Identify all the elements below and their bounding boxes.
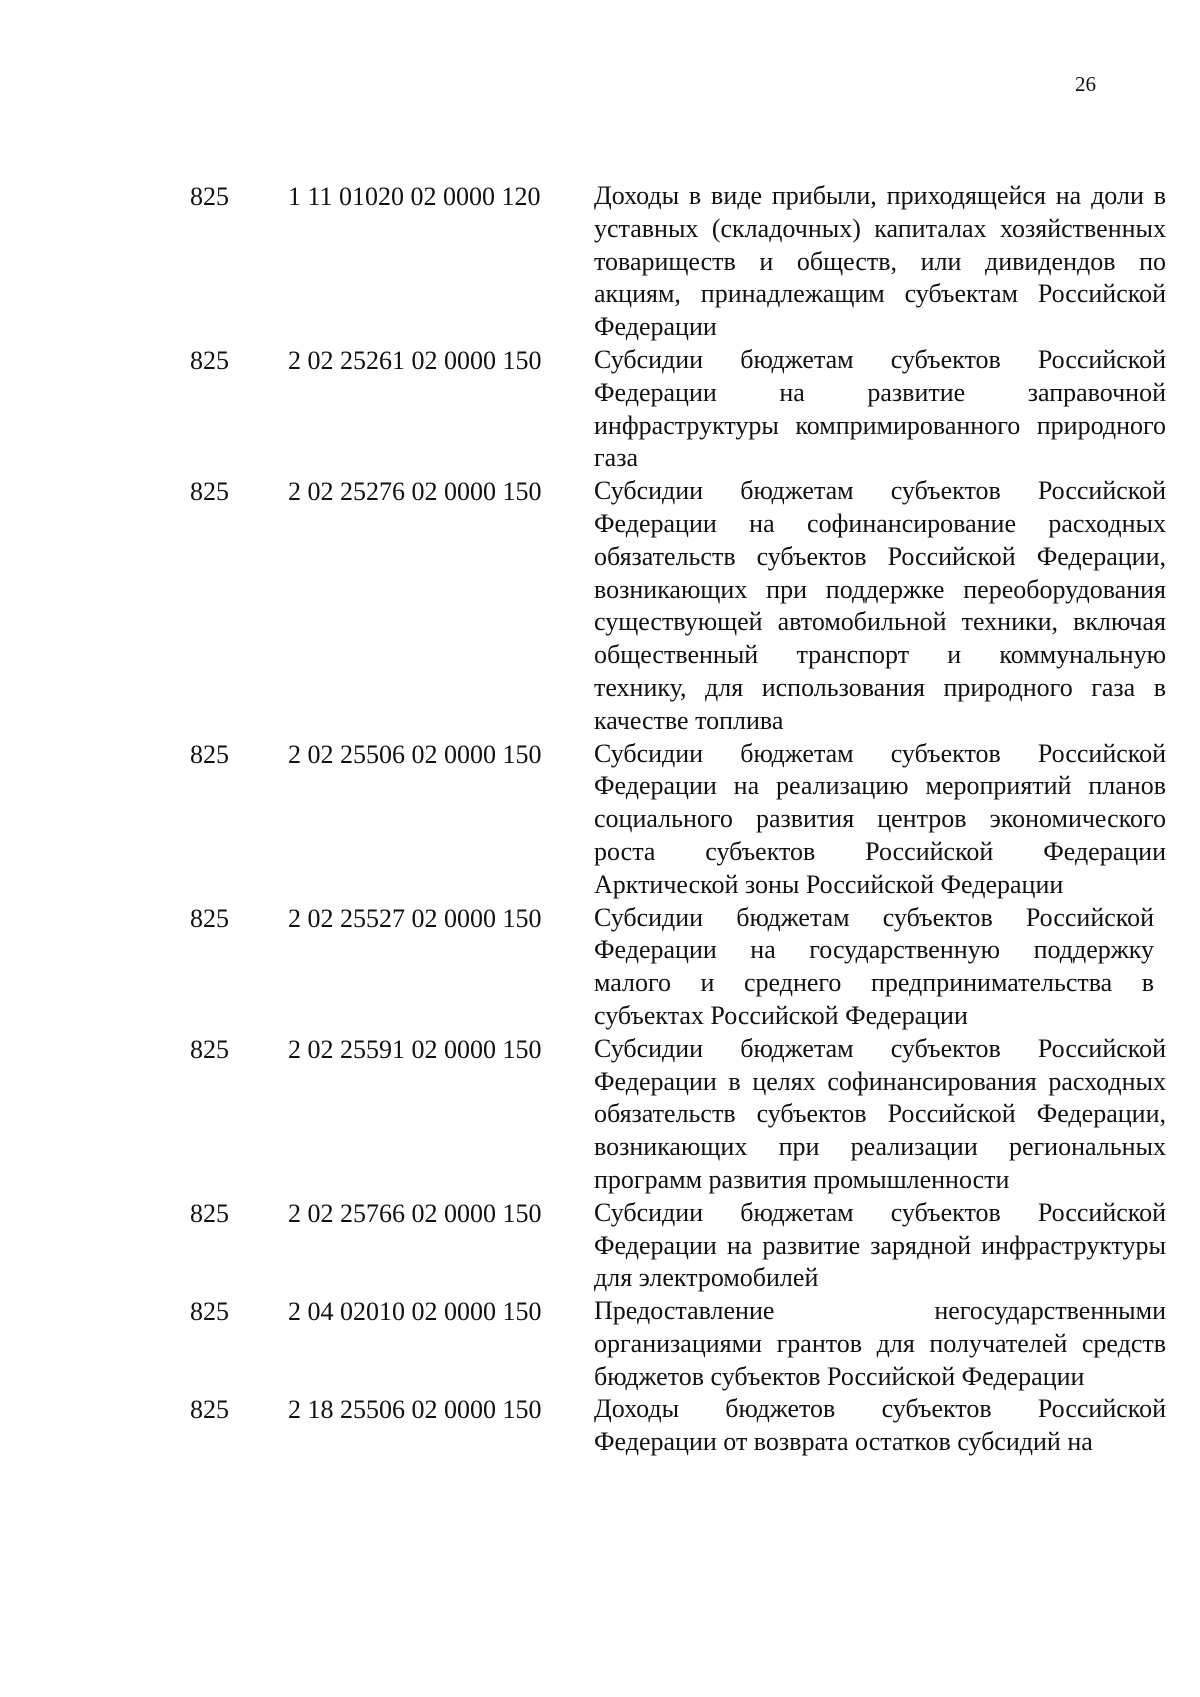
revenue-description: Субсидии бюджетам субъектов Российской Федерации на развитие зарядной инфраструктуры для электромобилей — [594, 1197, 1166, 1293]
table-row — [0, 902, 1200, 1033]
revenue-code: 1 11 01020 02 0000 120 — [288, 182, 541, 211]
revenue-codes-table — [0, 180, 1200, 1459]
revenue-code: 2 02 25766 02 0000 150 — [288, 1198, 542, 1228]
revenue-description: Предоставление негосударственными организациями грантов для получателей средств бюджетов субъектов Российской Федерации — [594, 1296, 1166, 1391]
admin-code: 825 — [190, 903, 229, 933]
revenue-code: 2 04 02010 02 0000 150 — [288, 1297, 542, 1327]
table-row — [0, 1197, 1200, 1295]
revenue-description: Доходы бюджетов субъектов Российской Федерации от возврата остатков субсидий на — [594, 1394, 1166, 1457]
table-row — [0, 738, 1200, 902]
admin-code: 825 — [190, 1034, 229, 1064]
table-row — [0, 344, 1200, 475]
table-row — [0, 475, 1200, 737]
admin-code: 825 — [190, 1198, 229, 1228]
page-number: 26 — [1075, 72, 1096, 96]
revenue-code: 2 02 25591 02 0000 150 — [288, 1034, 542, 1064]
admin-code: 825 — [190, 1395, 229, 1425]
revenue-code: 2 02 25276 02 0000 150 — [288, 477, 542, 507]
revenue-code: 2 02 25261 02 0000 150 — [288, 345, 542, 375]
table-row — [0, 1295, 1200, 1393]
revenue-description: Субсидии бюджетам субъектов Российской Федерации на развитие заправочной инфраструктуры компримированного природного газа — [594, 344, 1166, 473]
admin-code: 825 — [190, 1297, 229, 1327]
admin-code: 825 — [190, 345, 229, 375]
admin-code: 825 — [190, 182, 229, 211]
table-row — [0, 1033, 1200, 1197]
revenue-description: Доходы в виде прибыли, приходящейся на доли в уставных (складочных) капиталах хозяйственных товариществ и обществ, или дивидендов по акциям, принадлежащим субъектам Российской Федерации — [594, 181, 1166, 342]
revenue-description: Субсидии бюджетам субъектов Российской Федерации на государственную поддержку малого и среднего предпринимательства в субъектах Российской Федерации — [594, 902, 1154, 1030]
revenue-description: Субсидии бюджетам субъектов Российской Федерации на реализацию мероприятий планов социального развития центров экономического роста субъектов Российской Федерации Арктической зоны Российской Федерации — [594, 738, 1166, 899]
revenue-code: 2 18 25506 02 0000 150 — [288, 1395, 542, 1425]
table-row — [0, 180, 1200, 344]
revenue-description: Субсидии бюджетам субъектов Российской Федерации на софинансирование расходных обязательств субъектов Российской Федерации, возникающих при поддержке переоборудования существующей автомобильной техники, включая общественный транспорт и коммунальную технику, для использования природного газа в качестве топлива — [594, 476, 1166, 735]
revenue-code: 2 02 25527 02 0000 150 — [288, 903, 542, 933]
revenue-code: 2 02 25506 02 0000 150 — [288, 739, 542, 769]
revenue-description: Субсидии бюджетам субъектов Российской Федерации в целях софинансирования расходных обязательств субъектов Российской Федерации, возникающих при реализации региональных программ развития промышленности — [594, 1033, 1166, 1194]
admin-code: 825 — [190, 477, 229, 507]
admin-code: 825 — [190, 739, 229, 769]
table-row — [0, 1393, 1200, 1459]
